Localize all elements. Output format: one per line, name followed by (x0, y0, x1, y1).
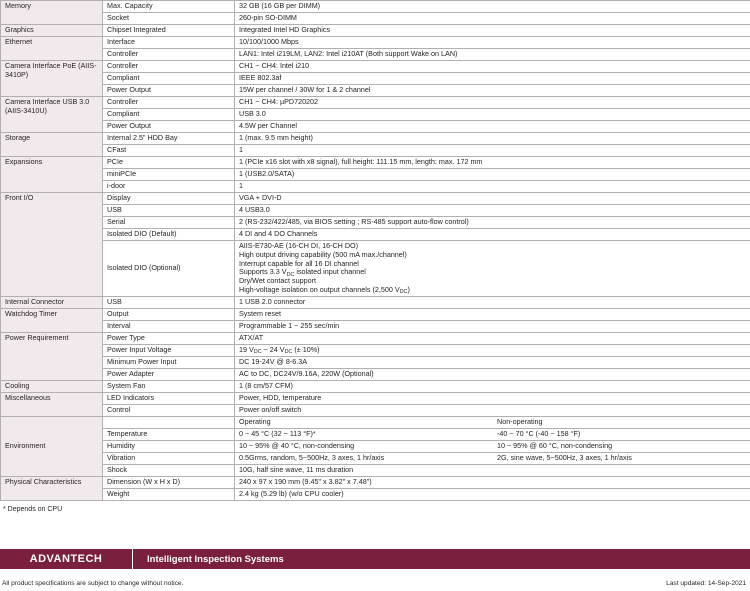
footer-brand-bar (0, 549, 750, 569)
row-subcategory: Interval (103, 320, 235, 332)
row-subcategory: LED Indicators (103, 392, 235, 404)
table-row (1, 392, 750, 404)
row-subcategory: Dimension (W x H x D) (103, 476, 235, 488)
row-value-split (235, 464, 750, 476)
row-value: 32 GB (16 GB per DIMM) (235, 1, 750, 13)
row-subcategory: Display (103, 193, 235, 205)
dio-line-6 (239, 286, 747, 295)
row-value: 1 USB 2.0 connector (235, 296, 750, 308)
row-value: 4 USB3.0 (235, 205, 750, 217)
environment-operating-value: 0.5Grms, random, 5~500Hz, 3 axes, 1 hr/axis (239, 452, 385, 462)
environment-nonoperating-value: 10 ~ 95% @ 60 °C, non-condensing (497, 440, 613, 450)
row-category: Cooling (1, 380, 103, 392)
dio-line-2: High output driving capability (500 mA max./channel) (239, 249, 407, 259)
row-value: CH1 ~ CH4: µPD720202 (235, 97, 750, 109)
row-value: Power, HDD, temperature (235, 392, 750, 404)
row-category: Power Requirement (1, 332, 103, 380)
table-row (1, 344, 750, 356)
row-value: ATX/AT (235, 332, 750, 344)
row-value-power-voltage (235, 344, 750, 356)
table-row (1, 368, 750, 380)
table-row (1, 25, 750, 37)
row-subcategory: Control (103, 404, 235, 416)
table-row (1, 1, 750, 13)
row-category: Graphics (1, 25, 103, 37)
row-value: DC 19-24V @ 8-6.3A (235, 356, 750, 368)
footer-last-updated: Last updated: 14-Sep-2021 (666, 580, 746, 587)
row-subcategory: Serial (103, 217, 235, 229)
table-row (1, 85, 750, 97)
row-value: 240 x 97 x 190 mm (9.45" x 3.82" x 7.48") (235, 476, 750, 488)
dio-hv-pre: High-voltage isolation on output channels (2,500 V (239, 284, 400, 294)
row-subcategory: Output (103, 308, 235, 320)
row-value: VGA + DVI-D (235, 193, 750, 205)
row-value-multiline (235, 241, 750, 297)
row-subcategory: Max. Capacity (103, 1, 235, 13)
row-category: Watchdog Timer (1, 308, 103, 332)
environment-nonoperating-value (493, 465, 750, 476)
row-category: Environment (1, 416, 103, 476)
row-value: 1 (USB2.0/SATA) (235, 169, 750, 181)
row-subcategory: Interface (103, 37, 235, 49)
row-category: Front I/O (1, 193, 103, 297)
environment-operating-value: 10G, half sine wave, 11 ms duration (239, 464, 354, 474)
table-row (1, 356, 750, 368)
environment-operating-value: 0 ~ 45 °C (32 ~ 113 °F)* (239, 428, 316, 438)
row-subcategory: Power Output (103, 121, 235, 133)
row-subcategory: Humidity (103, 440, 235, 452)
table-row (1, 61, 750, 73)
dio-hv-sub: DC (399, 289, 408, 296)
table-row (1, 464, 750, 476)
dio-line-1: AIIS-E730-AE (16-CH DI, 16-CH DO) (239, 241, 359, 250)
row-subcategory: USB (103, 205, 235, 217)
dio-line-5: Dry/Wet contact support (239, 276, 316, 286)
table-row (1, 476, 750, 488)
dio-supports-post: isolated input channel (294, 267, 366, 277)
row-value: Integrated Intel HD Graphics (235, 25, 750, 37)
advantech-logo (0, 549, 133, 569)
table-row (1, 428, 750, 440)
table-row (1, 37, 750, 49)
dio-supports-sub: DC (286, 271, 295, 278)
row-category: Expansions (1, 157, 103, 193)
row-subcategory: Isolated DIO (Optional) (103, 241, 235, 297)
row-subcategory: USB (103, 296, 235, 308)
environment-operating-header: Operating (239, 416, 271, 426)
table-row (1, 308, 750, 320)
dio-supports-pre: Supports 3.3 V (239, 267, 287, 277)
row-subcategory: Controller (103, 61, 235, 73)
table-row (1, 109, 750, 121)
table-row (1, 181, 750, 193)
row-value: 1 (max. 9.5 mm height) (235, 133, 750, 145)
row-value: IEEE 802.3af (235, 73, 750, 85)
row-subcategory: CFast (103, 145, 235, 157)
table-row (1, 205, 750, 217)
row-subcategory: Socket (103, 13, 235, 25)
environment-blank-label (103, 416, 235, 428)
row-subcategory: Minimum Power Input (103, 356, 235, 368)
table-row (1, 404, 750, 416)
row-subcategory: PCIe (103, 157, 235, 169)
advantech-logo-text: ADVANTECH (29, 553, 103, 565)
row-value-split (235, 428, 750, 440)
row-value: 10/100/1000 Mbps (235, 37, 750, 49)
table-row (1, 296, 750, 308)
row-subcategory: Vibration (103, 452, 235, 464)
table-row (1, 13, 750, 25)
row-value: 4 DI and 4 DO Channels (235, 229, 750, 241)
environment-operating-value: 10 ~ 95% @ 40 °C, non-condensing (239, 440, 355, 450)
row-subcategory: Isolated DIO (Default) (103, 229, 235, 241)
row-value-split (235, 440, 750, 452)
row-category: Internal Connector (1, 296, 103, 308)
row-category: Miscellaneous (1, 392, 103, 416)
row-category: Physical Characteristics (1, 476, 103, 500)
row-subcategory: i-door (103, 181, 235, 193)
row-value: Power on/off switch (235, 404, 750, 416)
environment-nonoperating-value: -40 ~ 70 °C (-40 ~ 158 °F) (497, 428, 581, 438)
table-row (1, 157, 750, 169)
pv-pre: 19 V (239, 344, 254, 354)
table-row (1, 452, 750, 464)
environment-header-cell (235, 416, 750, 428)
row-subcategory: Compliant (103, 73, 235, 85)
row-subcategory: Controller (103, 97, 235, 109)
table-row (1, 97, 750, 109)
row-value: CH1 ~ CH4: Intel i210 (235, 61, 750, 73)
row-value: 1 (235, 181, 750, 193)
row-subcategory: Weight (103, 488, 235, 500)
row-value: System reset (235, 308, 750, 320)
row-value: 1 (PCIe x16 slot with x8 signal), full height: 111.15 mm, length: max. 172 mm (235, 157, 750, 169)
row-value: 4.5W per Channel (235, 121, 750, 133)
footer-note-row (0, 580, 750, 587)
footer-tagline: Intelligent Inspection Systems (147, 553, 284, 565)
row-value: 2 (RS-232/422/485, via BIOS setting ; RS-485 support auto-flow control) (235, 217, 750, 229)
table-row-environment-header (1, 416, 750, 428)
environment-nonoperating-value: 2G, sine wave, 5~500Hz, 3 axes, 1 hr/axis (497, 452, 632, 462)
table-row (1, 193, 750, 205)
row-value: 1 (8 cm/57 CFM) (235, 380, 750, 392)
table-row (1, 488, 750, 500)
row-subcategory: Temperature (103, 428, 235, 440)
row-subcategory: Power Type (103, 332, 235, 344)
row-value: 260-pin SO-DIMM (235, 13, 750, 25)
row-category: Ethernet (1, 37, 103, 61)
row-subcategory: Power Adapter (103, 368, 235, 380)
row-subcategory: Shock (103, 464, 235, 476)
table-row (1, 440, 750, 452)
row-subcategory: Compliant (103, 109, 235, 121)
table-row (1, 121, 750, 133)
table-row-isolated-dio-optional (1, 241, 750, 297)
environment-nonoperating-header: Non-operating (497, 416, 543, 426)
row-value: USB 3.0 (235, 109, 750, 121)
pv-mid: ~ 24 V (261, 344, 285, 354)
row-category: Storage (1, 133, 103, 157)
row-value: 15W per channel / 30W for 1 & 2 channel (235, 85, 750, 97)
dio-hv-post: ) (407, 284, 410, 294)
row-subcategory: Controller (103, 49, 235, 61)
row-subcategory: Power Input Voltage (103, 344, 235, 356)
row-subcategory: System Fan (103, 380, 235, 392)
row-category: Camera Interface USB 3.0 (AIIS-3410U) (1, 97, 103, 133)
table-row (1, 229, 750, 241)
table-row (1, 380, 750, 392)
table-row (1, 145, 750, 157)
row-value-split (235, 452, 750, 464)
table-row (1, 73, 750, 85)
row-value: AC to DC, DC24V/9.16A, 220W (Optional) (235, 368, 750, 380)
table-footnote: * Depends on CPU (3, 505, 63, 513)
table-row (1, 133, 750, 145)
row-value: 2.4 kg (5.29 lb) (w/o CPU cooler) (235, 488, 750, 500)
footer-disclaimer: All product specifications are subject to change without notice. (2, 580, 184, 587)
row-subcategory: Chipset Integrated (103, 25, 235, 37)
table-row (1, 169, 750, 181)
row-category: Camera Interface PoE (AIIS-3410P) (1, 61, 103, 97)
table-row (1, 332, 750, 344)
pv-sub2: DC (284, 349, 293, 356)
pv-post: (± 10%) (292, 344, 320, 354)
table-row (1, 217, 750, 229)
row-category: Memory (1, 1, 103, 25)
row-value: LAN1: Intel i219LM, LAN2: Intel i210AT (Both support Wake on LAN) (235, 49, 750, 61)
row-subcategory: Power Output (103, 85, 235, 97)
pv-sub1: DC (253, 349, 262, 356)
row-subcategory: Internal 2.5" HDD Bay (103, 133, 235, 145)
row-value: 1 (235, 145, 750, 157)
table-row (1, 49, 750, 61)
row-value: Programmable 1 ~ 255 sec/min (235, 320, 750, 332)
table-row (1, 320, 750, 332)
dio-line-3: Interrupt capable for all 16 DI channel (239, 258, 359, 268)
row-subcategory: miniPCIe (103, 169, 235, 181)
